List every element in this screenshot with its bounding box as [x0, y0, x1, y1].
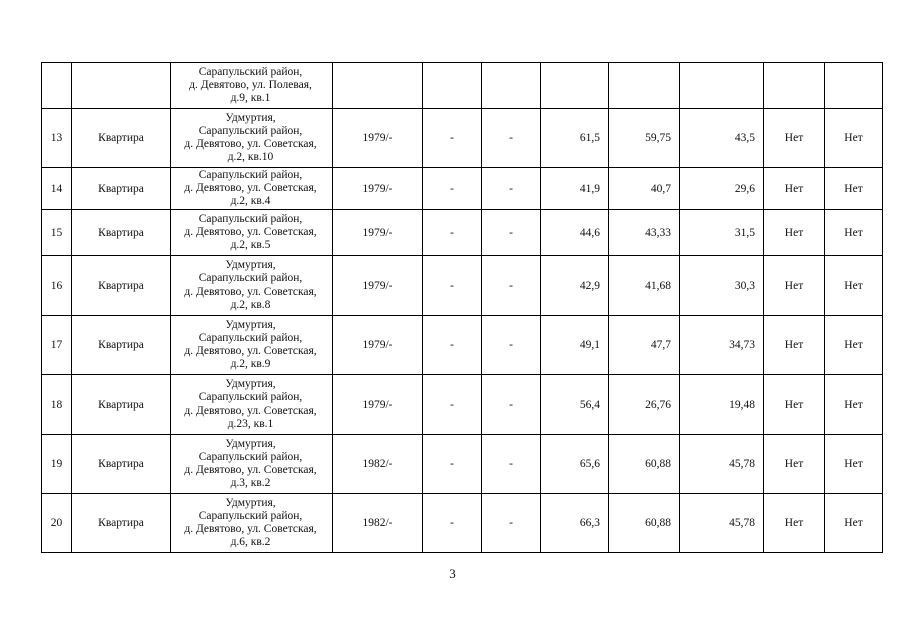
flag-cell: Нет [825, 494, 883, 553]
address-cell: Сарапульский район, д. Девятово, ул. Советская, д.2, кв.5 [171, 210, 333, 256]
area-cell: 60,88 [609, 494, 680, 553]
area-cell: 43,33 [609, 210, 680, 256]
type-cell: Квартира [72, 168, 171, 210]
table-body [42, 63, 883, 553]
living-area-cell: 45,78 [680, 435, 764, 494]
type-cell: Квартира [72, 210, 171, 256]
type-cell: Квартира [72, 435, 171, 494]
dash-cell: - [423, 168, 482, 210]
area-cell: 41,68 [609, 256, 680, 316]
table-row [42, 109, 883, 168]
address-cell: Удмуртия, Сарапульский район, д. Девятово, ул. Советская, д.2, кв.8 [171, 256, 333, 316]
type-cell: Квартира [72, 494, 171, 553]
dash-cell: - [423, 435, 482, 494]
table-row [42, 168, 883, 210]
table-row [42, 316, 883, 375]
dash-cell: - [482, 316, 541, 375]
address-cell: Удмуртия, Сарапульский район, д. Девятово, ул. Советская, д.3, кв.2 [171, 435, 333, 494]
table-row [42, 435, 883, 494]
living-area-cell: 31,5 [680, 210, 764, 256]
address-cell: Удмуртия, Сарапульский район, д. Девятово, ул. Советская, д.23, кв.1 [171, 375, 333, 435]
address-cell: Удмуртия, Сарапульский район, д. Девятово, ул. Советская, д.6, кв.2 [171, 494, 333, 553]
table-row [42, 210, 883, 256]
living-area-cell: 34,73 [680, 316, 764, 375]
row-number-cell: 17 [42, 316, 72, 375]
dash-cell: - [482, 494, 541, 553]
flag-cell: Нет [764, 256, 825, 316]
dash-cell: - [482, 168, 541, 210]
dash-cell: - [423, 210, 482, 256]
row-number-cell: 19 [42, 435, 72, 494]
year-cell: 1979/- [333, 316, 423, 375]
address-cell: Удмуртия, Сарапульский район, д. Девятово, ул. Советская, д.2, кв.9 [171, 316, 333, 375]
year-cell: 1979/- [333, 375, 423, 435]
flag-cell: Нет [825, 256, 883, 316]
living-area-cell: 30,3 [680, 256, 764, 316]
year-cell: 1982/- [333, 494, 423, 553]
row-number-cell: 20 [42, 494, 72, 553]
type-cell: Квартира [72, 375, 171, 435]
flag-cell: Нет [825, 316, 883, 375]
total-area-cell: 61,5 [541, 109, 609, 168]
flag-cell: Нет [825, 375, 883, 435]
area-cell: 60,88 [609, 435, 680, 494]
dash-cell: - [423, 316, 482, 375]
type-cell: Квартира [72, 109, 171, 168]
flag-cell: Нет [764, 316, 825, 375]
dash-cell: - [423, 256, 482, 316]
address-cell: Сарапульский район, д. Девятово, ул. Полевая, д.9, кв.1 [171, 63, 333, 109]
row-number-cell: 14 [42, 168, 72, 210]
dash-cell: - [482, 210, 541, 256]
flag-cell: Нет [764, 168, 825, 210]
flag-cell: Нет [825, 435, 883, 494]
dash-cell: - [423, 375, 482, 435]
row-number-cell: 16 [42, 256, 72, 316]
flag-cell: Нет [825, 109, 883, 168]
area-cell: 59,75 [609, 109, 680, 168]
year-cell: 1979/- [333, 168, 423, 210]
total-area-cell: 56,4 [541, 375, 609, 435]
flag-cell: Нет [825, 210, 883, 256]
year-cell: 1979/- [333, 109, 423, 168]
property-table [41, 62, 883, 553]
year-cell: 1979/- [333, 210, 423, 256]
flag-cell: Нет [825, 168, 883, 210]
year-cell: 1982/- [333, 435, 423, 494]
total-area-cell: 66,3 [541, 494, 609, 553]
flag-cell: Нет [764, 109, 825, 168]
dash-cell: - [482, 435, 541, 494]
year-cell: 1979/- [333, 256, 423, 316]
address-cell: Сарапульский район, д. Девятово, ул. Советская, д.2, кв.4 [171, 168, 333, 210]
table-row [42, 256, 883, 316]
dash-cell: - [482, 109, 541, 168]
total-area-cell: 65,6 [541, 435, 609, 494]
table-row [42, 63, 883, 109]
address-cell: Удмуртия, Сарапульский район, д. Девятово, ул. Советская, д.2, кв.10 [171, 109, 333, 168]
dash-cell: - [482, 375, 541, 435]
dash-cell: - [423, 494, 482, 553]
living-area-cell: 43,5 [680, 109, 764, 168]
living-area-cell: 29,6 [680, 168, 764, 210]
flag-cell: Нет [764, 494, 825, 553]
table-row [42, 375, 883, 435]
living-area-cell: 45,78 [680, 494, 764, 553]
area-cell: 47,7 [609, 316, 680, 375]
table-row [42, 494, 883, 553]
row-number-cell: 18 [42, 375, 72, 435]
flag-cell: Нет [764, 375, 825, 435]
type-cell: Квартира [72, 256, 171, 316]
flag-cell: Нет [764, 210, 825, 256]
type-cell: Квартира [72, 316, 171, 375]
area-cell: 40,7 [609, 168, 680, 210]
total-area-cell: 42,9 [541, 256, 609, 316]
row-number-cell: 15 [42, 210, 72, 256]
area-cell: 26,76 [609, 375, 680, 435]
living-area-cell: 19,48 [680, 375, 764, 435]
row-number-cell: 13 [42, 109, 72, 168]
total-area-cell: 41,9 [541, 168, 609, 210]
total-area-cell: 44,6 [541, 210, 609, 256]
total-area-cell: 49,1 [541, 316, 609, 375]
page-number: 3 [449, 566, 456, 581]
dash-cell: - [423, 109, 482, 168]
flag-cell: Нет [764, 435, 825, 494]
dash-cell: - [482, 256, 541, 316]
